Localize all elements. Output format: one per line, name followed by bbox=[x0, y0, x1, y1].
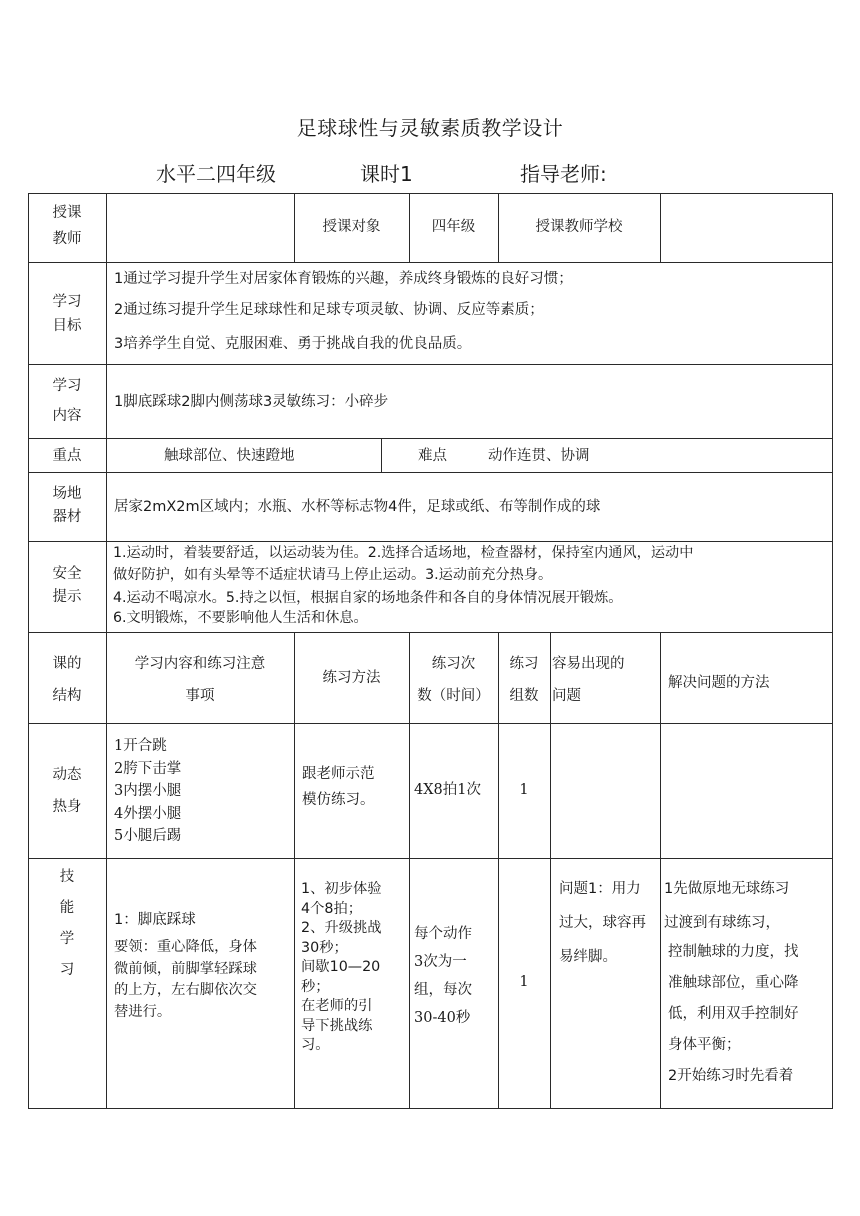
content-label: 学习 内容 bbox=[52, 378, 82, 424]
lesson-number: 课时1 bbox=[360, 162, 413, 186]
skill-solution-rest: 控制触球的力度，找 准触球部位，重心降 低，利用双手控制好 身体平衡； 2开始练习时先看着 bbox=[668, 944, 799, 1084]
key-points-label: 重点 bbox=[52, 448, 82, 464]
safety-line-2: 做好防护，如有头晕等不适症状请马上停止运动。3.运动前充分热身。 bbox=[113, 567, 553, 583]
header-solutions: 解决问题的方法 bbox=[668, 675, 770, 691]
document-title: 足球球性与灵敏素质教学设计 bbox=[296, 116, 564, 140]
header-structure: 课的 结构 bbox=[52, 656, 82, 704]
warmup-method: 跟老师示范 模仿练习。 bbox=[302, 766, 375, 808]
skill-solution-top: 1先做原地无球练习 过渡到有球练习， bbox=[664, 881, 790, 931]
skill-groups: 1 bbox=[519, 974, 529, 990]
skill-label: 技 能 学 习 bbox=[59, 869, 75, 978]
key-points-value: 触球部位、快速蹬地 bbox=[164, 448, 295, 464]
warmup-label: 动态 热身 bbox=[52, 767, 82, 815]
grade-level: 水平二四年级 bbox=[156, 162, 276, 186]
safety-line-4: 6.文明锻炼，不要影响他人生活和休息。 bbox=[113, 610, 368, 626]
skill-problem: 问题1：用力 过大，球容再 易绊脚。 bbox=[559, 881, 646, 965]
warmup-groups: 1 bbox=[519, 782, 529, 798]
safety-line-1: 1.运动时，着装要舒适，以运动装为佳。2.选择合适场地，检查器材，保持室内通风，运动中 bbox=[113, 545, 694, 561]
safety-label: 安全 提示 bbox=[52, 566, 82, 605]
school-label: 授课教师学校 bbox=[535, 219, 623, 235]
supervisor-label: 指导老师: bbox=[520, 162, 607, 186]
difficulty-label: 难点 bbox=[418, 448, 447, 464]
teacher-label: 授课 教师 bbox=[52, 205, 82, 247]
venue-label: 场地 器材 bbox=[52, 486, 82, 525]
header-problems: 容易出现的 问题 bbox=[552, 656, 625, 704]
skill-method: 1、初步体验 4个8拍； 2、升级挑战 30秒； 间歇10—20 秒； 在老师的引 导下挑战练 习。 bbox=[301, 881, 382, 1053]
skill-content-detail: 要领：重心降低，身体 微前倾，前脚掌轻踩球 的上方，左右脚依次交 替进行。 bbox=[114, 939, 257, 1020]
difficulty-value: 动作连贯、协调 bbox=[488, 448, 590, 464]
header-method: 练习方法 bbox=[322, 670, 381, 686]
header-content: 学习内容和练习注意 事项 bbox=[134, 656, 266, 704]
goals-label: 学习 目标 bbox=[52, 294, 82, 334]
header-count: 练习次 数（时间） bbox=[417, 656, 490, 704]
target-value: 四年级 bbox=[431, 219, 476, 235]
warmup-count: 4X8拍1次 bbox=[414, 782, 481, 798]
target-label: 授课对象 bbox=[322, 219, 381, 235]
venue-value: 居家2mX2m区域内；水瓶、水杯等标志物4件，足球或纸、布等制作成的球 bbox=[114, 499, 601, 515]
skill-content-title: 1：脚底踩球 bbox=[114, 912, 196, 928]
goal-item-2: 2通过练习提升学生足球球性和足球专项灵敏、协调、反应等素质； bbox=[114, 302, 544, 318]
goal-item-1: 1通过学习提升学生对居家体育锻炼的兴趣，养成终身锻炼的良好习惯； bbox=[114, 271, 573, 287]
safety-line-3: 4.运动不喝凉水。5.持之以恒，根据自家的场地条件和各自的身体情况展开锻炼。 bbox=[113, 590, 623, 606]
content-value: 1脚底踩球2脚内侧荡球3灵敏练习：小碎步 bbox=[114, 394, 389, 410]
skill-count: 每个动作 3次为一 组，每次 30-40秒 bbox=[414, 926, 472, 1026]
header-groups: 练习 组数 bbox=[509, 656, 539, 704]
goal-item-3: 3培养学生自觉、克服困难、勇于挑战自我的优良品质。 bbox=[114, 336, 472, 352]
warmup-items: 1开合跳 2胯下击掌 3内摆小腿 4外摆小腿 5小腿后踢 bbox=[114, 738, 182, 844]
